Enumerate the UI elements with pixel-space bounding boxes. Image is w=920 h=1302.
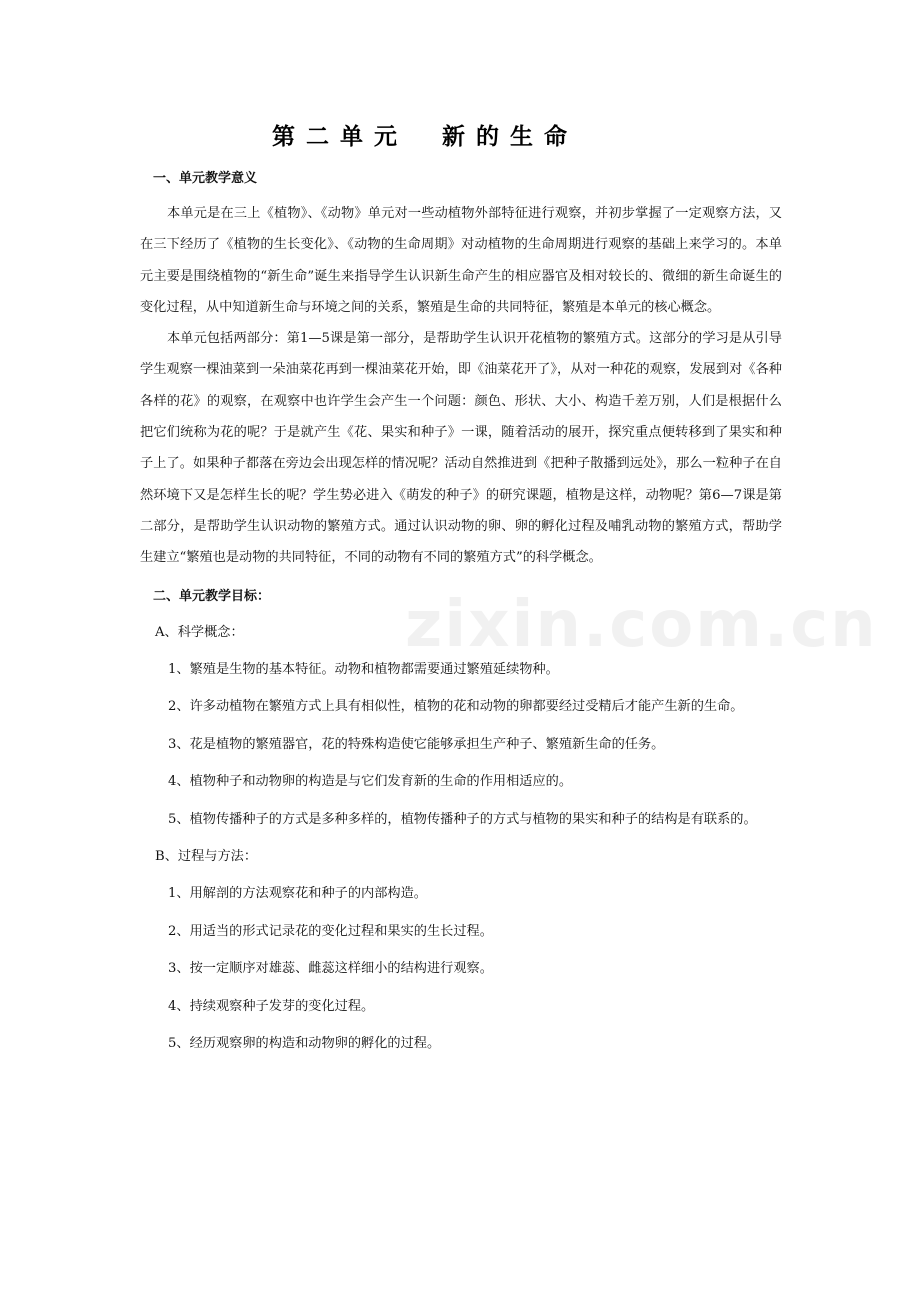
list-item: 4、持续观察种子发芽的变化过程。 <box>168 998 375 1014</box>
title-unit: 第二单元 <box>272 124 408 150</box>
section-heading-significance: 一、单元教学意义 <box>153 171 258 186</box>
list-item: 1、繁殖是生物的基本特征。动物和植物都需要通过繁殖延续物种。 <box>168 661 559 677</box>
paragraph: 本单元包括两部分：第1—5课是第一部分，是帮助学生认识开花植物的繁殖方式。这部分的学习是从引导学生观察一棵油菜到一朵油菜花再到一棵油菜花开始，即《油菜花开了》，从对一种花的观察，发展到对《各种各样的花》的观察，在观察中也许学生会产生一个问题：颜色、形状、大小、构造千差万别，人们是根据什么把它们统称为花的呢？于是就产生《花、果实和种子》一课，随着活动的展开，探究重点便转移到了果实和种子上了。如果种子都落在旁边会出现怎样的情况呢？活动自然推进到《把种子散播到远处》，那么一粒种子在自然环境下又是怎样生长的呢？学生势必进入《萌发的种子》的研究课题，植物是这样，动物呢？第6—7课是第二部分，是帮助学生认识动物的繁殖方式。通过认识动物的卵、卵的孵化过程及哺乳动物的繁殖方式，帮助学生建立“繁殖也是动物的共同特征，不同的动物有不同的繁殖方式”的科学概念。 <box>140 331 782 566</box>
paragraph: 本单元是在三上《植物》、《动物》单元对一些动植物外部特征进行观察，并初步掌握了一定观察方法，又在三下经历了《植物的生长变化》、《动物的生命周期》对动植物的生命周期进行观察的基础上来学习的。本单元主要是围绕植物的“新生命”诞生来指导学生认识新生命产生的相应器官及相对较长的、微细的新生命诞生的变化过程，从中知道新生命与环境之间的关系，繁殖是生命的共同特征，繁殖是本单元的核心概念。 <box>140 206 782 315</box>
document-body <box>140 166 782 1062</box>
watermark: zixin.com.cn <box>405 588 878 662</box>
list-item: 3、花是植物的繁殖器官，花的特殊构造使它能够承担生产种子、繁殖新生命的任务。 <box>168 736 665 752</box>
section-heading-objectives: 二、单元教学目标： <box>153 588 271 604</box>
list-item: 1、用解剖的方法观察花和种子的内部构造。 <box>168 886 427 902</box>
list-item: 4、植物种子和动物卵的构造是与它们发育新的生命的作用相适应的。 <box>168 774 573 790</box>
document-title <box>0 118 850 151</box>
list-item: 2、用适当的形式记录花的变化过程和果实的生长过程。 <box>168 923 493 939</box>
subsection-label-methods: B、过程与方法： <box>155 849 258 864</box>
list-item: 5、经历观察卵的构造和动物卵的孵化的过程。 <box>168 1036 441 1052</box>
list-item: 5、植物传播种子的方式是多种多样的，植物传播种子的方式与植物的果实和种子的结构是有联系的。 <box>168 811 757 827</box>
list-item: 3、按一定顺序对雄蕊、雌蕊这样细小的结构进行观察。 <box>168 961 493 977</box>
list-item: 2、许多动植物在繁殖方式上具有相似性，植物的花和动物的卵都要经过受精后才能产生新的生命。 <box>168 699 744 715</box>
subsection-label-concepts: A、科学概念： <box>155 624 244 640</box>
title-topic: 新的生命 <box>442 124 578 150</box>
